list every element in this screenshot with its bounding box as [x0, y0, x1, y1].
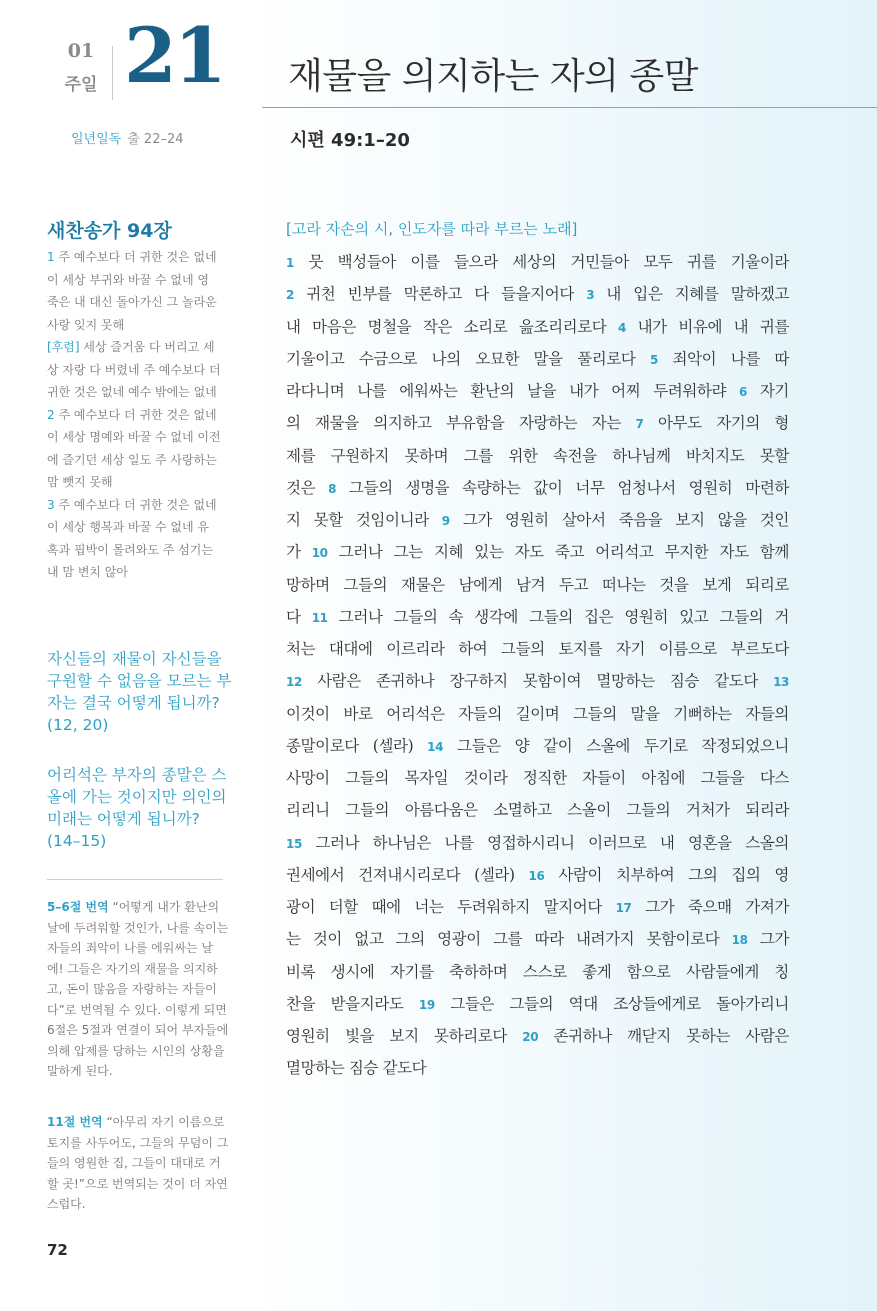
verse-text: 리리니 그들의 아름다움은 소멸하고 스올이 그들의 거처가 되리라: [286, 801, 789, 820]
verse-text: 지 못할 것임이니라: [286, 511, 442, 529]
verse-number: 13: [773, 675, 789, 690]
translation-note-2: [47, 1112, 229, 1215]
verse-text: 사람이 치부하여 그의 집의 영: [544, 865, 789, 884]
verse-text: 주 예수보다 더 귀한 것은 없네: [54, 250, 217, 264]
verse-text: 귀한 것은 없네 예수 밖에는 없네: [47, 385, 217, 399]
verse-text: 이것이 바로 어리석은 자들의 길이며 그들의 말을 기뻐하는 자들의: [286, 704, 789, 723]
verse-text: 망하며 그들의 재물은 남에게 남겨 두고 떠나는 것을 보게 되리로: [286, 575, 789, 594]
verse-text: 내가 비유에 내 귀를: [625, 317, 789, 336]
verse-text: 그들은 그들의 역대 조상들에게로 돌아가리니: [434, 994, 789, 1013]
verse-text: 그가: [747, 930, 789, 949]
verse-number: 4: [618, 320, 626, 335]
verse-text: 사랑 잊지 못해: [47, 317, 125, 332]
verse-text: 권세에서 건져내시리로다 (셀라): [286, 865, 529, 884]
verse-number: 17: [615, 901, 632, 915]
psalm-line: [286, 827, 789, 859]
verse-number: 2: [286, 288, 294, 303]
hymn-line: [47, 539, 227, 562]
psalm-line: [286, 440, 789, 472]
verse-text: 의 재물을 의지하고 부유함을 자랑하는 자는: [286, 414, 636, 433]
psalm-line: [286, 1052, 789, 1084]
psalm-line: [286, 730, 789, 762]
hymn-lyrics: [47, 246, 227, 584]
note-1-text: “어떻게 내가 환난의 날에 두려워할 것인가, 나를 속이는 자들의 죄악이 나를 에워싸는 날에! 그들은 자기의 재물을 의지하고, 돈이 많음을 자랑하는 자들이다”로 번역될 수 있다. 이렇게 되면 6절은 5절과 연결이 되어 부자들에 의해 압제를 당하는 시인의 상황을 말하게 된다.: [47, 900, 229, 1078]
psalm-line: [286, 472, 789, 504]
hymn-line: [47, 494, 227, 517]
verse-text: 비록 생시에 자기를 축하하며 스스로 좋게 함으로 사람들에게 칭: [286, 962, 789, 981]
question-1: 자신들의 재물이 자신들을 구원할 수 없음을 모르는 부자는 결국 어떻게 됩니까? (12, 20): [47, 650, 232, 734]
hymn-line: [47, 449, 227, 472]
verse-text: 귀천 빈부를 막론하고 다 들을지어다: [293, 285, 587, 304]
verse-number: 19: [418, 997, 435, 1012]
verse-number: 6: [738, 385, 747, 399]
verse-text: 종말이로다 (셀라): [286, 736, 428, 755]
verse-number: 5: [650, 352, 658, 367]
verse-text: 가: [286, 543, 312, 562]
psalm-line: [286, 794, 789, 826]
hymn-line: [47, 561, 227, 584]
verse-text: 맘 뺏지 못해: [47, 475, 113, 489]
translation-note-1: [47, 897, 229, 1082]
verse-text: 자기: [746, 382, 789, 400]
psalm-line: [286, 278, 789, 310]
verse-text: 이 세상 명예와 바꿀 수 없네 이전: [47, 430, 221, 444]
hymn-line: [47, 269, 227, 292]
verse-text: 것은: [286, 478, 329, 497]
hymn-line: [47, 359, 227, 382]
verse-text: 그러나 하나님은 나를 영접하시리니 이러므로 내 영혼을 스올의: [301, 833, 789, 852]
verse-number: 9: [441, 514, 450, 528]
verse-number: 3: [47, 497, 55, 512]
reading-plan: [71, 128, 184, 147]
verse-text: 뭇 백성들아 이를 들으라 세상의 거민들아 모두 귀를 기울이라: [293, 253, 789, 271]
psalm-line: [286, 246, 789, 278]
note-2-label: 11절 번역: [47, 1115, 103, 1129]
psalm-line: [286, 956, 789, 988]
psalm-line: [286, 343, 789, 375]
hymn-line: [47, 426, 227, 449]
reading-plan-label: 일년일독: [71, 132, 122, 147]
verse-text: 죄악이 나를 따: [657, 349, 789, 368]
psalm-line: [286, 923, 789, 955]
page-title: 재물을 의지하는 자의 종말: [288, 56, 698, 97]
verse-number: 2: [47, 407, 55, 422]
psalm-line: [286, 407, 789, 439]
psalm-line: [286, 601, 789, 633]
hymn-line: [47, 471, 227, 494]
verse-text: 내 맘 변치 않아: [47, 565, 128, 579]
verse-text: 그들의 생명을 속량하는 값이 너무 엄청나서 영원히 마련하: [336, 478, 789, 497]
psalm-line: [286, 665, 789, 697]
verse-number: 10: [311, 546, 328, 561]
verse-number: 8: [328, 481, 337, 496]
verse-text: 는 것이 없고 그의 영광이 그를 따라 내려가지 못함이로다: [286, 930, 732, 949]
verse-text: 찬을 받을지라도: [286, 994, 419, 1013]
verse-text: 라다니며 나를 에워싸는 환난의 날을 내가 어찌 두려워하랴: [286, 382, 739, 400]
note-1-label: 5–6절 번역: [47, 900, 109, 914]
psalm-superscription: [고라 자손의 시, 인도자를 따라 부르는 노래]: [286, 220, 578, 238]
verse-text: 내 마음은 명철을 작은 소리로 읊조리리로다: [286, 317, 618, 336]
verse-text: 상 자랑 다 버렸네 주 예수보다 더: [47, 362, 221, 377]
psalm-line: [286, 698, 789, 730]
hymn-title: 새찬송가 94장: [47, 220, 172, 242]
psalm-line: [286, 988, 789, 1020]
verse-text: 주 예수보다 더 귀한 것은 없네: [54, 497, 217, 512]
verse-number: 7: [635, 417, 644, 432]
verse-text: 사망이 그들의 목자일 것이라 정직한 자들이 아침에 그들을 다스: [286, 769, 789, 787]
verse-number: 3: [586, 288, 595, 303]
verse-text: 그들은 양 같이 스올에 두기로 작정되었으니: [443, 736, 789, 755]
psalm-line: [286, 891, 789, 923]
verse-number: 15: [286, 836, 302, 851]
question-2: 어리석은 부자의 종말은 스올에 가는 것이지만 의인의 미래는 어떻게 됩니까? (14–15): [47, 766, 227, 850]
psalm-line: [286, 633, 789, 665]
verse-text: 제를 구원하지 못하며 그를 위한 속전을 하나님께 바치지도 못할: [286, 446, 789, 465]
verse-text: 내 입은 지혜를 말하겠고: [594, 285, 789, 304]
verse-text: 영원히 빛을 보지 못하리로다: [286, 1027, 523, 1045]
verse-number: 18: [731, 933, 748, 948]
reading-plan-ref: 출 22–24: [127, 132, 184, 147]
verse-number: 20: [522, 1030, 539, 1044]
verse-text: 이 세상 행복과 바꿀 수 없네 유: [47, 520, 209, 534]
psalm-line: [286, 504, 789, 536]
verse-text: 기울이고 수금으로 나의 오묘한 말을 풀리로다: [286, 349, 651, 368]
verse-text: 광이 더할 때에 너는 두려워하지 말지어다: [286, 898, 616, 916]
hymn-line: [47, 314, 227, 337]
verse-text: 그러나 그들의 속 생각에 그들의 집은 영원히 있고 그들의 거: [327, 607, 789, 626]
verse-number: 14: [427, 739, 444, 754]
verse-text: 죽은 내 대신 돌아가신 그 놀라운: [47, 295, 217, 309]
verse-text: 에 즐기던 세상 일도 주 사랑하는: [47, 452, 217, 467]
psalm-line: [286, 859, 789, 891]
week-number: 01: [67, 40, 95, 62]
hymn-line: [47, 381, 227, 404]
verse-text: 그러나 그는 지혜 있는 자도 죽고 어리석고 무지한 자도 함께: [327, 543, 789, 562]
verse-number: 11: [311, 610, 328, 625]
verse-text: 세상 즐거움 다 버리고 세: [79, 340, 215, 354]
week-label: 주일: [64, 75, 98, 95]
header-divider: [112, 46, 113, 100]
verse-text: 멸망하는 짐승 같도다: [286, 1059, 427, 1078]
hymn-line: [47, 516, 227, 539]
psalm-line: [286, 536, 789, 568]
verse-text: 존귀하나 깨닫지 못하는 사람은: [538, 1027, 789, 1045]
verse-text: 이 세상 부귀와 바꿀 수 없네 영: [47, 272, 209, 287]
day-number: 21: [124, 11, 224, 100]
verse-number: 12: [286, 675, 302, 690]
scripture-reference: 시편 49:1–20: [290, 130, 410, 151]
note-2-text: “아무리 자기 이름으로 토지를 사두어도, 그들의 무덤이 그들의 영원한 집, 그들이 대대로 거할 곳!”으로 번역되는 것이 더 자연스럽다.: [47, 1115, 229, 1211]
verse-text: 사람은 존귀하나 장구하지 못함이여 멸망하는 짐승 같도다: [301, 672, 774, 691]
page-number: 72: [47, 1241, 68, 1259]
psalm-text: [286, 246, 789, 1085]
verse-text: 다: [286, 607, 312, 626]
verse-number: 16: [528, 868, 545, 883]
sidebar-divider: [47, 879, 223, 880]
psalm-line: [286, 569, 789, 601]
verse-text: 그가 영원히 살아서 죽음을 보지 않을 것인: [449, 511, 789, 529]
verse-number: [후렴]: [47, 340, 80, 354]
verse-number: 1: [286, 256, 294, 270]
verse-text: 아무도 자기의 형: [643, 414, 790, 433]
verse-text: 그가 죽으매 가져가: [631, 898, 790, 916]
psalm-line: [286, 311, 789, 343]
title-underline: [262, 107, 877, 108]
psalm-line: [286, 1020, 789, 1052]
verse-text: 처는 대대에 이르리라 하여 그들의 토지를 자기 이름으로 부르도다: [286, 640, 789, 658]
psalm-line: [286, 375, 789, 407]
verse-text: 혹과 핍박이 몰려와도 주 섬기는: [47, 542, 213, 557]
hymn-line: [47, 404, 227, 427]
hymn-line: [47, 336, 227, 359]
hymn-line: [47, 291, 227, 314]
verse-number: 1: [47, 250, 55, 264]
hymn-line: [47, 246, 227, 269]
verse-text: 주 예수보다 더 귀한 것은 없네: [54, 407, 217, 422]
psalm-line: [286, 762, 789, 794]
